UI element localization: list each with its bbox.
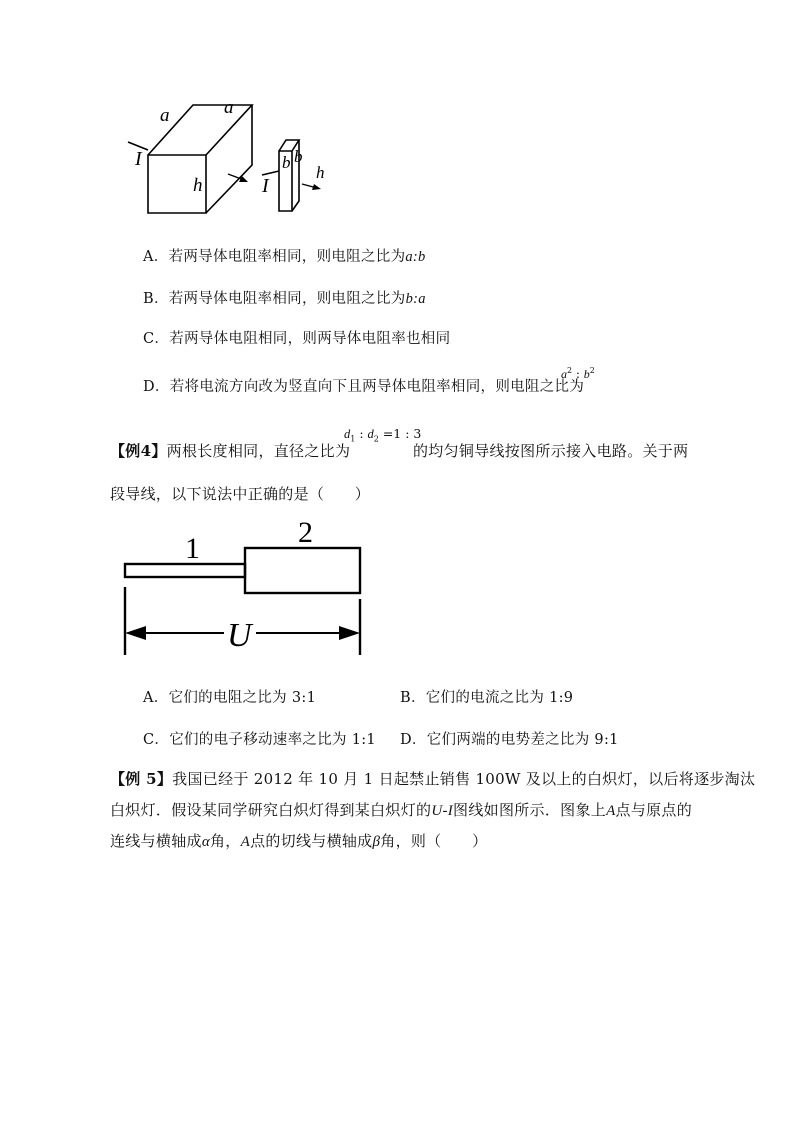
wire-1 [125,564,245,577]
example4-text-line2: 段导线，以下说法中正确的是（ ） [110,485,371,503]
option-b [143,287,426,308]
math-colon: : [355,426,368,441]
cube-right-face [206,105,252,213]
math-d1: d [344,427,351,441]
example5-line1 [110,768,755,789]
example4-text-b: 的均匀铜导线按图所示接入电路。关于两 [413,442,689,460]
ex4-option-b-text: B．它们的电流之比为 1:9 [400,690,574,706]
example5-line3-c: 点的切线与横轴成 [250,832,373,850]
option-b-math: b:a [405,291,426,307]
math-exp-1: 2 [567,366,573,375]
wire-label-2: 2 [298,516,313,549]
example4-text-a: 两根长度相同，直径之比为 [166,442,351,460]
wire-2 [245,548,360,593]
example5-line2-c: 点与原点的 [615,801,693,819]
example5-line3-a: 连线与横轴成 [110,832,202,850]
math-exp-2: 2 [589,366,595,375]
ex4-option-c [143,728,376,749]
math-sub1: 1 [350,434,356,444]
math-a: a [561,367,567,381]
example5-point-a-2: A [240,834,251,850]
math-sub2: 2 [373,434,379,444]
example5-text-line1: 我国已经于 2012 年 10 月 1 日起禁止销售 100W 及以上的白炽灯，以后将逐步淘汰 [172,770,756,788]
cube-edge-a-right: a [224,97,234,118]
arrow-icon [302,184,321,190]
wire-label-1: 1 [185,532,200,565]
example4-ratio-math [344,426,421,444]
option-a [143,245,426,266]
bar-edge-b-1: b [282,153,291,172]
cube-edge-a-left: a [160,105,170,126]
ex4-option-a [143,686,316,707]
ex4-option-d [400,728,619,749]
example5-line3 [110,830,487,851]
cube-height-h: h [193,175,203,196]
option-d-math [561,366,595,382]
example5-line3-d: 角，则（ ） [380,832,488,850]
conductor-blocks-figure [0,0,800,230]
ex4-option-b [400,686,573,707]
example4-tag: 【例4】 [110,442,167,460]
current-label-I-2: I [262,175,269,197]
option-a-text: A．若两导体电阻率相同，则电阻之比为 [143,249,406,265]
example5-ui: U-I [431,803,454,819]
option-d-text: D．若将电流方向改为竖直向下且两导体电阻率相同，则电阻之比为 [143,379,585,395]
option-a-math: a:b [405,249,426,265]
example5-line2 [110,799,692,820]
example5-line2-b: 图线如图所示．图象上 [453,801,607,819]
arrow-right-icon [339,626,360,640]
voltage-label-U: U [227,617,252,654]
option-d [143,375,584,396]
option-c [143,327,450,348]
bar-height-h: h [316,163,325,182]
option-b-text: B．若两导体电阻率相同，则电阻之比为 [143,291,406,307]
ex4-option-a-text: A．它们的电阻之比为 3:1 [143,690,317,706]
example5-alpha: α [201,834,210,850]
option-c-text: C．若两导体电阻相同，则两导体电阻率也相同 [143,331,451,347]
arrow-icon [228,174,248,182]
example5-line2-a: 白炽灯．假设某同学研究白炽灯得到某白炽灯的 [110,801,432,819]
current-label-I-1: I [135,148,142,170]
ex4-option-d-text: D．它们两端的电势差之比为 9:1 [400,732,619,748]
example5-point-a: A [606,803,616,819]
example5-beta: β [372,834,381,850]
math-eq: =1 : 3 [378,426,422,441]
math-b: b [583,367,590,381]
example5-tag: 【例 5】 [110,770,173,788]
ex4-option-c-text: C．它们的电子移动速率之比为 1:1 [143,732,376,748]
wire-circuit-figure [0,500,800,670]
example4-line1 [110,440,350,461]
math-sep: : [572,367,584,381]
example5-line3-b: 角， [210,832,241,850]
arrow-left-icon [125,626,146,640]
example4-line1b [413,440,688,461]
bar-edge-b-2: b [294,147,303,166]
math-d2: d [367,427,374,441]
